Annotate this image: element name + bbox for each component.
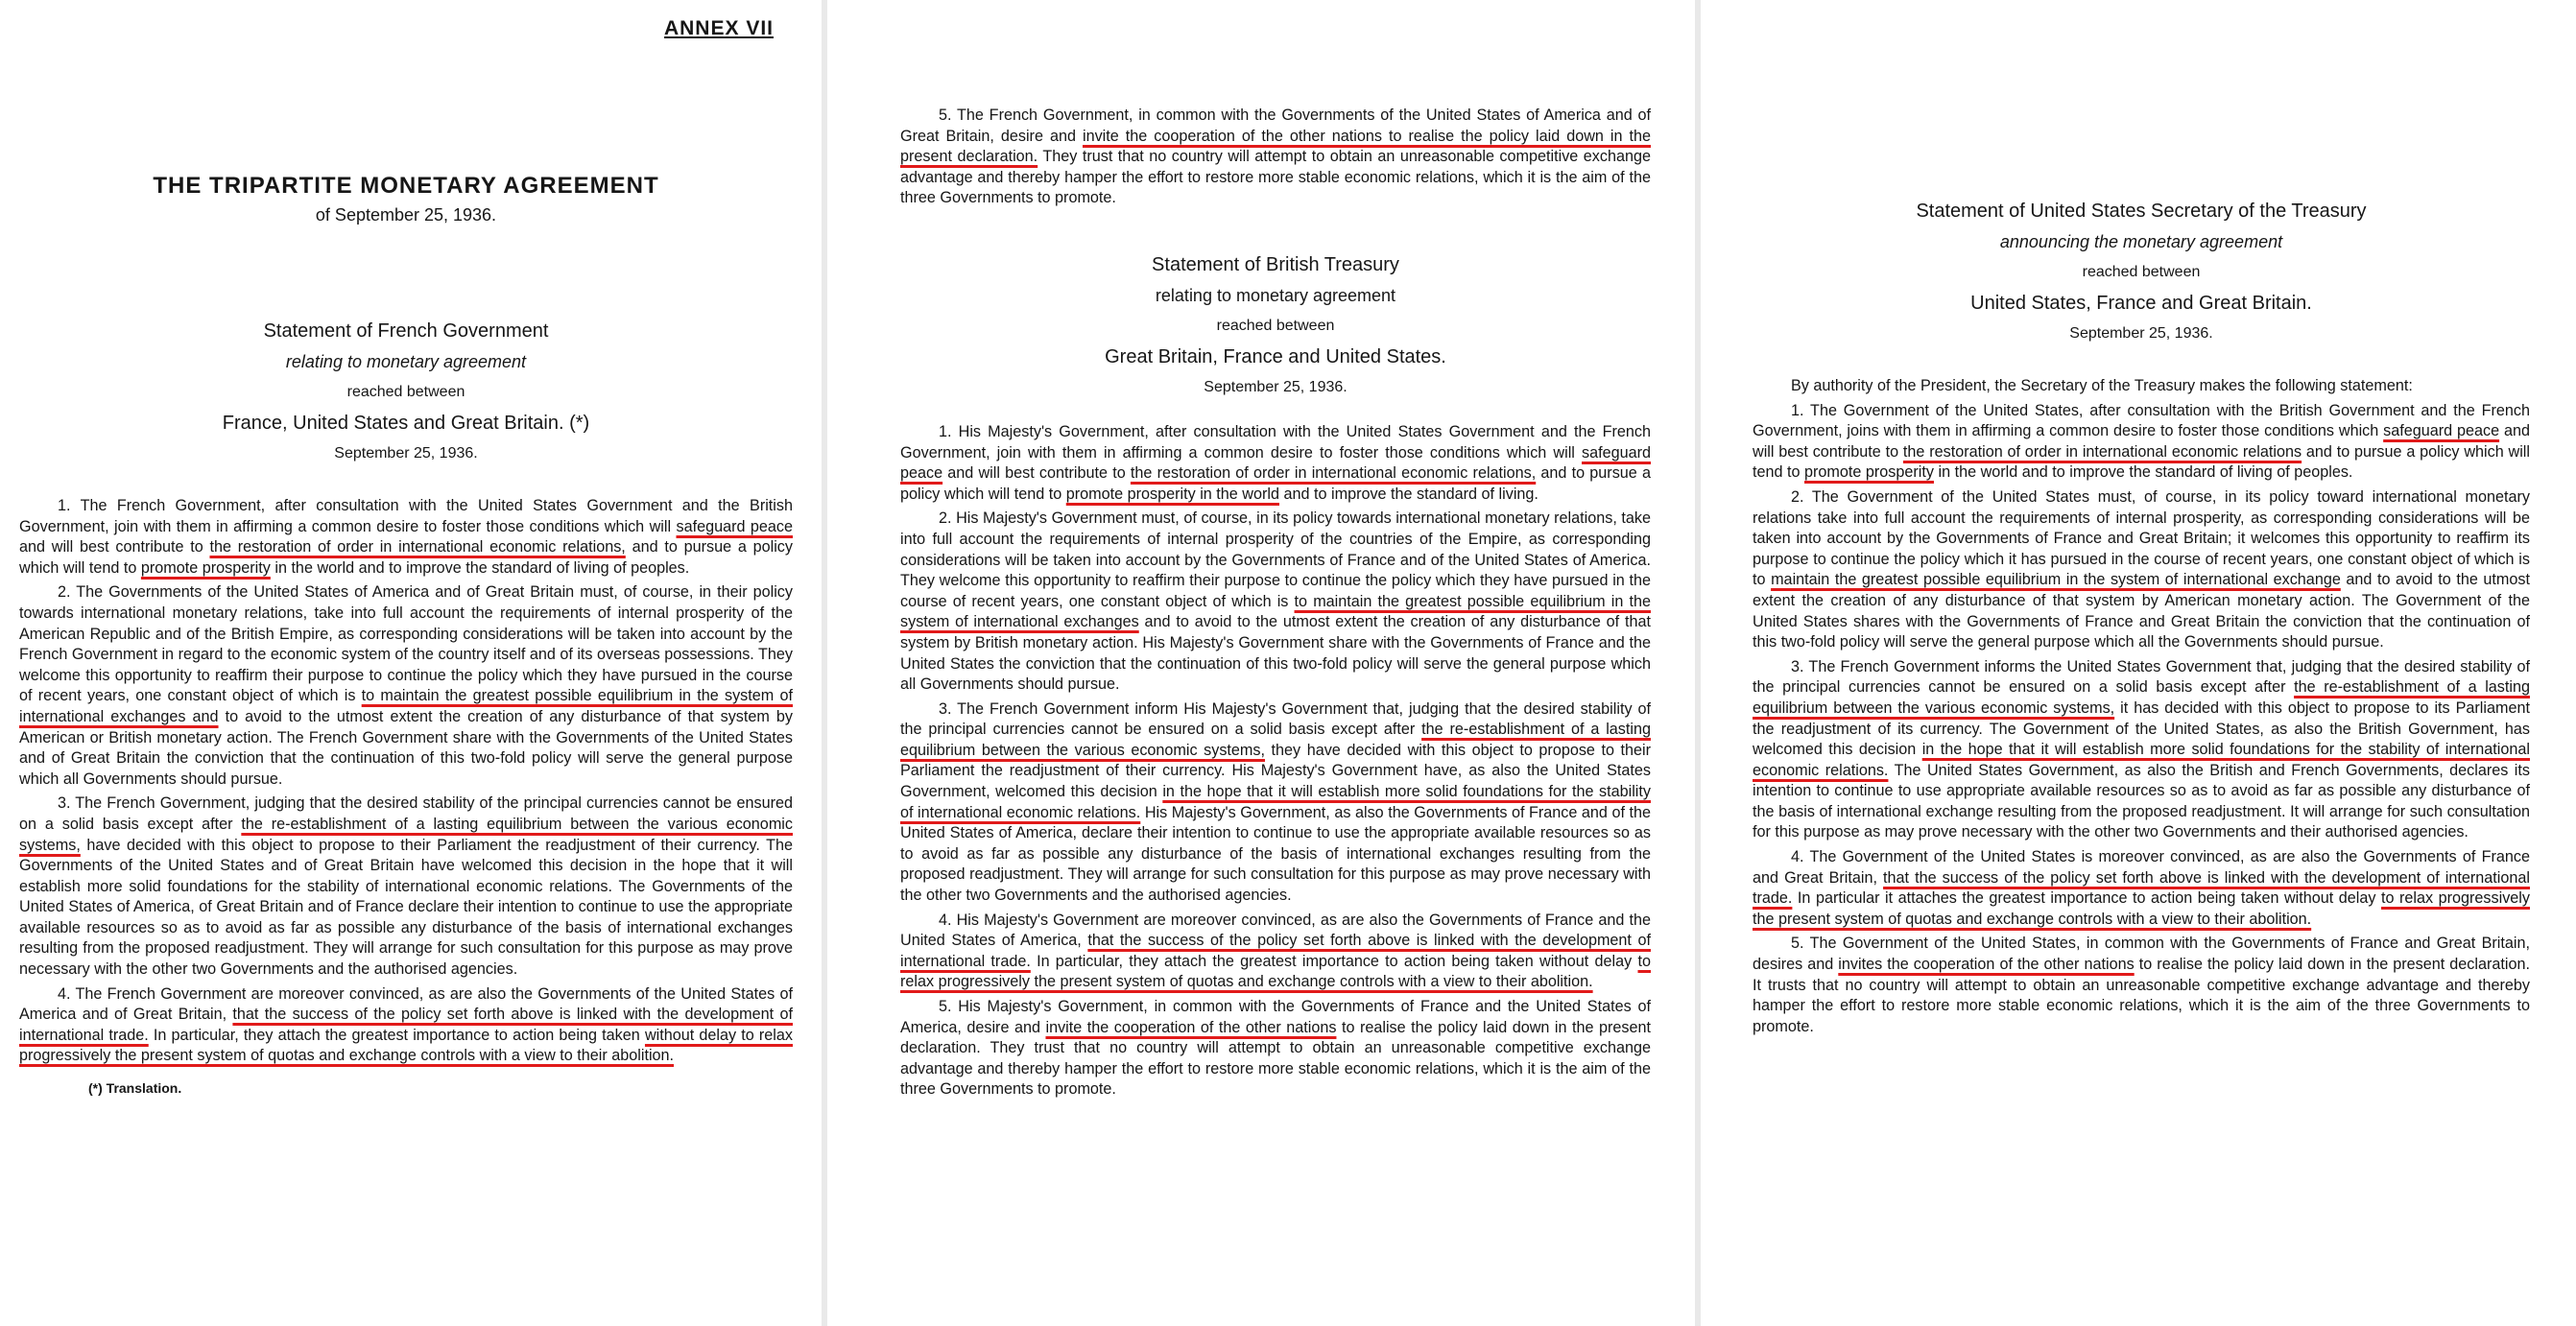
highlight: the re-establishment of a lasting equilibrium between the various economic systems, bbox=[900, 721, 1651, 759]
page-1 bbox=[0, 0, 822, 1326]
heading-line: relating to monetary agreement bbox=[285, 352, 527, 371]
paragraph-5: 5. His Majesty's Government, in common with the Governments of France and the United States of America, desire and invite the cooperation of the other nations to realise the policy laid down in the present declaration. They trust that no country will attempt to obtain an unreasonable competitive exchange advantage and thereby hamper the effort to restore more stable economic relations, which it is the aim of the three Governments to promote. bbox=[900, 998, 1651, 1099]
heading-line: United States, France and Great Britain. bbox=[1970, 293, 2312, 314]
highlight: safeguard peace bbox=[2383, 422, 2500, 440]
highlight: that the success of the policy set forth above is linked with the development of international trade. bbox=[19, 1006, 793, 1044]
paragraph-4: 4. The Government of the United States is moreover convinced, as are also the Governments of France and Great Britain, that the success of the policy set forth above is linked with the development of international trade. In particular it attaches the greatest importance to action being taken without delay to relax progressively the present system of quotas and exchange controls with a view to their abolition. bbox=[1753, 848, 2530, 928]
paragraph-1: 1. His Majesty's Government, after consultation with the United States Government and the French Government, join with them in affirming a common desire to foster those conditions which will safeguard peace and will best contribute to the restoration of order in international economic relations, and to pursue a policy which will tend to promote prosperity in the world and to improve the standard of living. bbox=[900, 422, 1651, 503]
heading-line: reached between bbox=[2082, 264, 2201, 280]
paragraph-1: 1. The French Government, after consultation with the United States Government and the British Government, join with them in affirming a common desire to foster those conditions which will safeguard peace and will best contribute to the restoration of order in international economic relations, and to pursue a policy which will tend to promote prosperity in the world and to improve the standard of living of peoples. bbox=[19, 497, 793, 577]
highlight: without delay to relax progressively the present system of quotas and exchange controls with a view to their abolition. bbox=[19, 1026, 793, 1065]
highlight: invite the cooperation of the other nations to realise the policy laid down in the present declaration. bbox=[900, 127, 1652, 166]
page-3 bbox=[1701, 0, 2576, 1326]
highlight: in the hope that it will establish more solid foundations for the stability of international economic relations. bbox=[1753, 741, 2530, 779]
paragraph-2: 2. The Governments of the United States of America and of Great Britain must, of course, in their policy towards international monetary relations, take into full account the requirements of internal prosperity of the American Republic and of the British Empire, as corresponding considerations will be taken into account by the French Government in regard to the economic system of the country itself and of its overseas possessions. They welcome this opportunity to reaffirm their purpose to continue the policy which they have pursued in the course of recent years, one constant object of which is to maintain the greatest possible equilibrium in the system of international exchanges and to avoid to the utmost extent the creation of any disturbance of that system by American or British monetary action. The French Government share with the Governments of the United States and of Great Britain the conviction that the continuation of this two-fold policy will serve the general purpose which all Governments should pursue. bbox=[19, 583, 794, 788]
paragraph-2: 2. His Majesty's Government must, of course, in its policy towards international monetary relations, take into full account the requirements of internal prosperity of the countries of the Empire, as corresponding considerations will be taken into account by the Governments of France and of the United States of America. They welcome this opportunity to reaffirm their purpose to continue the policy which they have pursued in the course of recent years, one constant object of which is to maintain the greatest possible equilibrium in the system of international exchanges and to avoid to the utmost extent the creation of any disturbance of that system by British monetary action. His Majesty's Government share with the Governments of France and the United States the conviction that the continuation of this two-fold policy will serve the general purpose which all Governments should pursue. bbox=[900, 509, 1652, 694]
british-statement-heading bbox=[900, 249, 1651, 403]
highlight: in the hope that it will establish more solid foundations for the stability of international economic relations. bbox=[900, 783, 1651, 821]
highlight: the restoration of order in international economic relations, bbox=[209, 538, 626, 556]
paragraph-3: 3. The French Government inform His Majesty's Government that, judging that the desired stability of the principal currencies cannot be ensured on a solid basis except after the re-establishment of a lasting equilibrium between the various economic systems, they have decided with this object to propose to their Parliament the readjustment of their currency. His Majesty's Government have, as also the United States Government, welcomed this decision in the hope that it will establish more solid foundations for the stability of international economic relations. His Majesty's Government, as also the Governments of France and of the United States of America, declare their intention to continue to use the appropriate available resources so as to avoid as far as possible any disturbance of the basis of international exchanges resulting from the proposed readjustment. They will arrange for such consultation for this purpose as may prove necessary with the other two Governments and the authorised agencies. bbox=[900, 699, 1651, 905]
highlight: that the success of the policy set forth above is linked with the development of international trade. bbox=[1753, 868, 2530, 908]
highlight: the re-establishment of a lasting equilibrium between the various economic systems, bbox=[19, 815, 793, 854]
us-statement-heading bbox=[1753, 196, 2530, 349]
heading-line: reached between bbox=[1216, 317, 1335, 334]
intro-paragraph: By authority of the President, the Secretary of the Treasury makes the following statement: bbox=[1791, 377, 2413, 394]
heading-line: Statement of British Treasury bbox=[1152, 253, 1399, 275]
highlight: to relax progressively the present system of quotas and exchange controls with a view to their abolition. bbox=[1753, 889, 2530, 928]
document-title: THE TRIPARTITE MONETARY AGREEMENT bbox=[153, 173, 659, 199]
heading-line: reached between bbox=[346, 384, 465, 400]
annex-label: ANNEX VII bbox=[663, 17, 774, 39]
paragraph-5-french: 5. The French Government, in common with the Governments of the United States of America and of Great Britain, desire and invite the cooperation of the other nations to realise the policy laid down in the present declaration. They trust that no country will attempt to obtain an unreasonable competitive exchange advantage and thereby hamper the effort to restore more stable economic relations, which it is the aim of the three Governments to promote. bbox=[900, 107, 1652, 207]
highlight: the restoration of order in international economic relations, bbox=[1130, 464, 1537, 483]
heading-line: relating to monetary agreement bbox=[1155, 285, 1396, 305]
document-date: of September 25, 1936. bbox=[315, 205, 497, 225]
highlight: promote prosperity bbox=[140, 558, 271, 577]
page-2 bbox=[827, 0, 1695, 1326]
paragraph-2: 2. The Government of the United States must, of course, in its policy toward international monetary relations take into full account the requirements of internal prosperity, as corresponding considerations will be taken into account by the Governments of France and Great Britain; it welcomes this opportunity to reaffirm its purpose to continue the policy which it has pursued in the course of recent years, one constant object of which is to maintain the greatest possible equilibrium in the system of international exchange and to avoid to the utmost extent the creation of any disturbance of that system by American monetary action. The Government of the United States shares with the Governments of France and Great Britain the conviction that the continuation of this two-fold policy will serve the general purpose which all the Governments should pursue. bbox=[1753, 487, 2530, 651]
highlight: that the success of the policy set forth above is linked with the development of international trade. bbox=[900, 932, 1651, 970]
highlight: promote prosperity in the world bbox=[1065, 485, 1279, 503]
heading-line: September 25, 1936. bbox=[1204, 378, 1348, 395]
paragraph-5: 5. The Government of the United States, in common with the Governments of France and Great Britain, desires and invites the cooperation of the other nations to realise the policy laid down in the present declaration. It trusts that no country will attempt to obtain an unreasonable competitive exchange advantage and thereby hamper the effort to restore more stable economic relations, which it is the aim of the three Governments to promote. bbox=[1753, 935, 2530, 1035]
highlight: to maintain the greatest possible equilibrium in the system of international exchanges bbox=[900, 592, 1651, 631]
highlight: to maintain the greatest possible equilibrium in the system of international exchanges and bbox=[19, 687, 794, 725]
highlight: invite the cooperation of the other nations bbox=[1045, 1018, 1337, 1036]
heading-line: September 25, 1936. bbox=[2069, 325, 2213, 342]
highlight: the re-establishment of a lasting equilibrium between the various economic systems, bbox=[1753, 678, 2530, 717]
paragraph-3: 3. The French Government informs the United States Government that, judging that the desired stability of the principal currencies cannot be ensured on a solid basis except after the re-establishment of a lasting equilibrium between the various economic systems, it has decided with this object to propose to its Parliament the readjustment of its currency. The Government of the United States, as also the British Government, has welcomed this decision in the hope that it will establish more solid foundations for the stability of international economic relations. The United States Government, as also the British and French Governments, declares its intention to continue to use appropriate available resources so as to avoid as far as possible any disturbance of the basis of international exchange resulting from the proposed readjustment. It will arrange for such consultation for this purpose as may prove necessary with the other two Governments and their authorised agencies. bbox=[1753, 657, 2530, 841]
french-statement-heading bbox=[19, 316, 793, 469]
heading-line: Statement of United States Secretary of the Treasury bbox=[1916, 201, 2367, 222]
paragraph-3: 3. The French Government, judging that the desired stability of the principal currencies cannot be ensured on a solid basis except after the re-establishment of a lasting equilibrium between the various economic systems, have decided with this object to propose to their Parliament the readjustment of their currency. The Governments of the United States and of Great Britain have welcomed this decision in the hope that it will establish more solid foundations for the stability of international economic relations. The Governments of the United States of America, of Great Britain and of France declare their intention to continue to use the appropriate available resources so as to avoid as far as possible any disturbance of the basis of international exchanges resulting from the proposed readjustment. They will arrange for such consultation for this purpose as may prove necessary with the other two Governments and the authorised agencies. bbox=[19, 794, 793, 979]
footnote: (*) Translation. bbox=[88, 1080, 182, 1097]
highlight: the restoration of order in international economic relations bbox=[1902, 442, 2302, 461]
highlight: promote prosperity bbox=[1804, 463, 1934, 482]
paragraph-1: 1. The Government of the United States, after consultation with the British Government and the French Government, joins with them in affirming a common desire to foster those conditions which safeguard peace and will best contribute to the restoration of order in international economic relations and to pursue a policy which will tend to promote prosperity in the world and to improve the standard of living of peoples. bbox=[1753, 401, 2531, 482]
highlight: safeguard peace bbox=[676, 517, 793, 535]
paragraph-4: 4. The French Government are moreover convinced, as are also the Governments of the United States of America and of Great Britain, that the success of the policy set forth above is linked with the development of international trade. In particular, they attach the greatest importance to action being taken without delay to relax progressively the present system of quotas and exchange controls with a view to their abolition. bbox=[19, 984, 793, 1065]
heading-line: France, United States and Great Britain. (*) bbox=[222, 413, 590, 434]
heading-line: Statement of French Government bbox=[263, 320, 549, 342]
heading-line: September 25, 1936. bbox=[334, 445, 478, 462]
heading-line: Great Britain, France and United States. bbox=[1105, 345, 1446, 367]
highlight: safeguard peace bbox=[900, 443, 1651, 483]
highlight: invites the cooperation of the other nations bbox=[1838, 956, 2135, 974]
heading-line: announcing the monetary agreement bbox=[1999, 232, 2283, 251]
highlight: maintain the greatest possible equilibrium in the system of international exchange bbox=[1771, 571, 2341, 589]
paragraph-4: 4. His Majesty's Government are moreover convinced, as are also the Governments of France and the United States of America, that the success of the policy set forth above is linked with the development of international trade. In particular, they attach the greatest importance to action being taken without delay to relax progressively the present system of quotas and exchange controls with a view to their abolition. bbox=[900, 911, 1651, 991]
highlight: to relax progressively the present system of quotas and exchange controls with a view to their abolition. bbox=[900, 952, 1651, 991]
